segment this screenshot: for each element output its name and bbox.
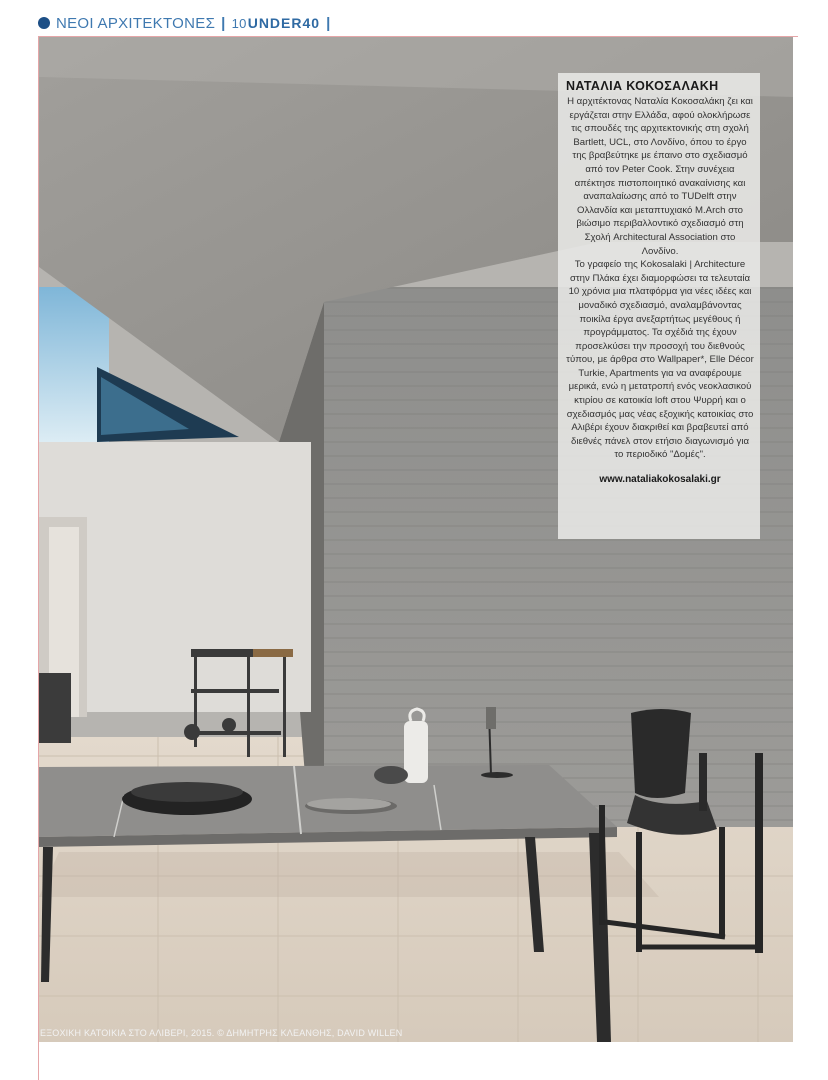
series-number: 10 (231, 16, 247, 31)
bio-paragraph-2: Το γραφείο της Kokosalaki | Architecture στην Πλάκα έχει διαμορφώσει τα τελευταία 10 χρόνια μια πλατφόρμα για νέες ιδέες και μοναδικό σχεδιασμό, αναλαμβάνοντας ποικίλα έργα ανεξαρτήτως μεγέθους ή προγράμματος. Τα σχέδιά της έχουν προσελκύσει την προσοχή του διεθνούς τύπου, με άρθρα στο Wallpaper*, Elle Décor Turkie, Apartments για να αναφέρουμε μερικά, ενώ η μετατροπή ενός νεοκλασικού κτιρίου σε κατοικία loft στου Ψυρρή και ο σχεδιασμός μας νέας εξοχικής κατοικίας στο Αλιβέρι έχουν διακριθεί και βραβευτεί από διεθνές πάνελ στον ετήσιο διαγωνισμό για το περιοδικό "Δομές". (566, 259, 754, 461)
photo-credit: ΕΞΟΧΙΚΗ ΚΑΤΟΙΚΙΑ ΣΤΟ ΑΛΙΒΕΡΙ, 2015. © ΔΗΜΗΤΡΗΣ ΚΛΕΑΝΘΗΣ, DAVID WILLEN (40, 1028, 403, 1038)
architect-bio-box (558, 73, 760, 539)
series-label (232, 15, 320, 31)
page-header (38, 12, 331, 34)
header-separator: | (221, 14, 226, 32)
series-name: UNDER40 (247, 15, 321, 31)
section-title: ΝΕΟΙ ΑΡΧΙΤΕΚΤΟΝΕΣ (56, 14, 216, 32)
architect-website-link[interactable]: www.nataliakokosalaki.gr (599, 474, 721, 486)
section-bullet-icon (38, 17, 50, 29)
architect-name: ΝΑΤΑΛΙΑ ΚΟΚΟΣΑΛΑΚΗ (566, 79, 719, 93)
header-separator-end: | (326, 14, 331, 32)
bio-paragraph-1: Η αρχιτέκτονας Ναταλία Κοκοσαλάκη ζει και εργάζεται στην Ελλάδα, αφού ολοκλήρωσε τις σπουδές της αρχιτεκτονικής στη σχολή Bartlett, UCL, στο Λονδίνο, όπου το έργο της βραβεύτηκε με έπαινο στο σχεδιασμό από τον Peter Cook. Στην συνέχεια απέκτησε πιστοποιητικό ανακαίνισης και αναπαλαίωσης από το TUDelft στην Ολλανδία και μεταπτυχιακό M.Arch στο βιώσιμο περιβαλλοντικό σχεδιασμό στη Σχολή Architectural Association στο Λονδίνο. (567, 96, 753, 257)
